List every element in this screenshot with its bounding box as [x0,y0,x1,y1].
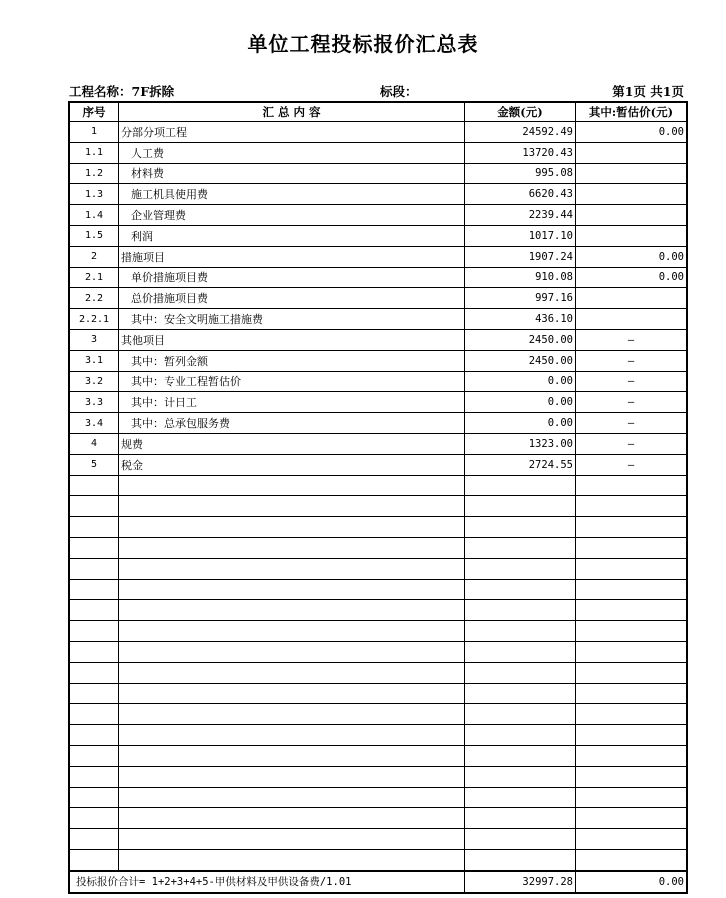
row-provisional: 0.00 [576,267,688,288]
table-row [69,225,687,246]
header-no: 序号 [69,102,119,122]
empty-cell [576,829,688,850]
table-row [69,371,687,392]
row-no: 1.3 [69,184,119,205]
row-no: 3 [69,329,119,350]
empty-row [69,662,687,683]
row-no: 2.1 [69,267,119,288]
empty-cell [576,808,688,829]
empty-cell [119,621,465,642]
empty-cell [119,537,465,558]
row-name: 其中：总承包服务费 [119,413,465,434]
summary-table [68,101,688,894]
empty-cell [69,766,119,787]
row-no: 3.4 [69,413,119,434]
header-amount: 金额(元) [465,102,576,122]
empty-row [69,683,687,704]
project-name: 工程名称：7F拆除 [69,84,175,99]
empty-cell [119,558,465,579]
empty-cell [69,829,119,850]
row-amount: 436.10 [465,309,576,330]
row-no: 3.2 [69,371,119,392]
empty-cell [465,787,576,808]
row-provisional: 0.00 [576,122,688,143]
row-amount: 0.00 [465,371,576,392]
table-row [69,413,687,434]
empty-cell [69,475,119,496]
row-name: 规费 [119,433,465,454]
empty-cell [119,579,465,600]
empty-row [69,787,687,808]
row-provisional: — [576,350,688,371]
row-name: 其中：专业工程暂估价 [119,371,465,392]
empty-cell [576,558,688,579]
row-amount: 13720.43 [465,142,576,163]
row-no: 4 [69,433,119,454]
empty-cell [465,745,576,766]
empty-cell [119,829,465,850]
empty-cell [576,683,688,704]
row-name: 施工机具使用费 [119,184,465,205]
empty-cell [119,787,465,808]
row-no: 1.4 [69,205,119,226]
total-provisional: 0.00 [576,871,688,893]
row-amount: 24592.49 [465,122,576,143]
empty-cell [465,641,576,662]
empty-cell [119,745,465,766]
empty-cell [465,475,576,496]
row-provisional: — [576,433,688,454]
row-provisional: — [576,413,688,434]
table-row [69,267,687,288]
empty-row [69,621,687,642]
empty-cell [465,537,576,558]
empty-cell [465,704,576,725]
empty-cell [465,579,576,600]
empty-cell [119,662,465,683]
empty-row [69,641,687,662]
empty-cell [465,849,576,870]
empty-cell [576,787,688,808]
empty-cell [119,683,465,704]
empty-cell [69,683,119,704]
empty-cell [465,517,576,538]
row-amount: 1323.00 [465,433,576,454]
row-name: 其他项目 [119,329,465,350]
empty-row [69,766,687,787]
row-name: 单价措施项目费 [119,267,465,288]
table-row [69,205,687,226]
row-provisional: — [576,371,688,392]
table-row [69,122,687,143]
empty-cell [69,662,119,683]
row-amount: 995.08 [465,163,576,184]
row-amount: 910.08 [465,267,576,288]
empty-cell [69,517,119,538]
total-label: 投标报价合计= 1+2+3+4+5-甲供材料及甲供设备费/1.01 [69,871,465,893]
total-amount: 32997.28 [465,871,576,893]
row-amount: 1017.10 [465,225,576,246]
table-row [69,350,687,371]
row-name: 措施项目 [119,246,465,267]
table-row [69,184,687,205]
page-indicator: 第1页 共1页 [612,84,684,99]
empty-cell [119,496,465,517]
empty-cell [69,787,119,808]
empty-row [69,829,687,850]
empty-cell [465,600,576,621]
empty-row [69,517,687,538]
empty-row [69,849,687,870]
row-provisional [576,225,688,246]
total-row [69,871,687,893]
row-amount: 1907.24 [465,246,576,267]
empty-row [69,745,687,766]
empty-cell [69,579,119,600]
row-amount: 997.16 [465,288,576,309]
empty-cell [465,683,576,704]
row-name: 人工费 [119,142,465,163]
empty-cell [576,537,688,558]
empty-cell [69,704,119,725]
row-provisional [576,309,688,330]
empty-cell [576,704,688,725]
empty-cell [119,641,465,662]
header-content: 汇 总 内 容 [119,102,465,122]
empty-cell [576,475,688,496]
row-no: 2 [69,246,119,267]
empty-cell [119,849,465,870]
table-row [69,454,687,475]
empty-row [69,808,687,829]
table-row [69,309,687,330]
empty-row [69,496,687,517]
empty-cell [576,725,688,746]
page-title: 单位工程投标报价汇总表 [247,32,479,56]
empty-row [69,558,687,579]
empty-cell [465,496,576,517]
empty-cell [465,766,576,787]
row-amount: 0.00 [465,413,576,434]
row-name: 材料费 [119,163,465,184]
empty-cell [119,475,465,496]
section-label: 标段： [380,84,418,99]
empty-cell [465,662,576,683]
empty-cell [119,517,465,538]
table-row [69,163,687,184]
row-no: 3.1 [69,350,119,371]
table-row [69,392,687,413]
row-name: 其中：安全文明施工措施费 [119,309,465,330]
empty-cell [119,725,465,746]
row-provisional: 0.00 [576,246,688,267]
empty-row [69,537,687,558]
empty-cell [576,496,688,517]
row-provisional: — [576,392,688,413]
row-amount: 2239.44 [465,205,576,226]
empty-cell [69,558,119,579]
empty-cell [119,766,465,787]
row-name: 利润 [119,225,465,246]
row-name: 其中：暂列金额 [119,350,465,371]
empty-cell [576,621,688,642]
table-row [69,288,687,309]
row-provisional: — [576,329,688,350]
row-provisional [576,142,688,163]
row-amount: 2724.55 [465,454,576,475]
row-no: 1.2 [69,163,119,184]
empty-cell [69,496,119,517]
empty-row [69,704,687,725]
row-provisional [576,163,688,184]
empty-cell [465,808,576,829]
empty-cell [576,662,688,683]
row-no: 2.2 [69,288,119,309]
header-provisional: 其中:暂估价(元) [576,102,688,122]
empty-cell [69,725,119,746]
row-amount: 2450.00 [465,350,576,371]
empty-cell [576,745,688,766]
empty-cell [576,766,688,787]
row-name: 分部分项工程 [119,122,465,143]
row-no: 1.5 [69,225,119,246]
empty-row [69,475,687,496]
empty-row [69,600,687,621]
row-name: 企业管理费 [119,205,465,226]
row-provisional [576,184,688,205]
table-body [69,122,687,893]
empty-cell [576,579,688,600]
empty-cell [465,558,576,579]
row-name: 总价措施项目费 [119,288,465,309]
empty-row [69,725,687,746]
empty-cell [69,745,119,766]
empty-cell [576,600,688,621]
empty-cell [119,600,465,621]
empty-cell [69,808,119,829]
row-name: 税金 [119,454,465,475]
empty-cell [69,621,119,642]
row-provisional [576,205,688,226]
table-row [69,329,687,350]
row-no: 5 [69,454,119,475]
empty-cell [119,808,465,829]
row-amount: 0.00 [465,392,576,413]
table-row [69,142,687,163]
empty-cell [69,641,119,662]
empty-cell [465,621,576,642]
empty-row [69,579,687,600]
empty-cell [465,829,576,850]
empty-cell [119,704,465,725]
row-name: 其中：计日工 [119,392,465,413]
empty-cell [69,849,119,870]
table-row [69,246,687,267]
empty-cell [576,849,688,870]
empty-cell [576,517,688,538]
row-no: 2.2.1 [69,309,119,330]
table-row [69,433,687,454]
empty-cell [69,537,119,558]
row-amount: 2450.00 [465,329,576,350]
table-header-row [69,102,687,122]
empty-cell [69,600,119,621]
row-amount: 6620.43 [465,184,576,205]
row-no: 3.3 [69,392,119,413]
row-provisional [576,288,688,309]
row-provisional: — [576,454,688,475]
empty-cell [465,725,576,746]
row-no: 1.1 [69,142,119,163]
empty-cell [576,641,688,662]
row-no: 1 [69,122,119,143]
